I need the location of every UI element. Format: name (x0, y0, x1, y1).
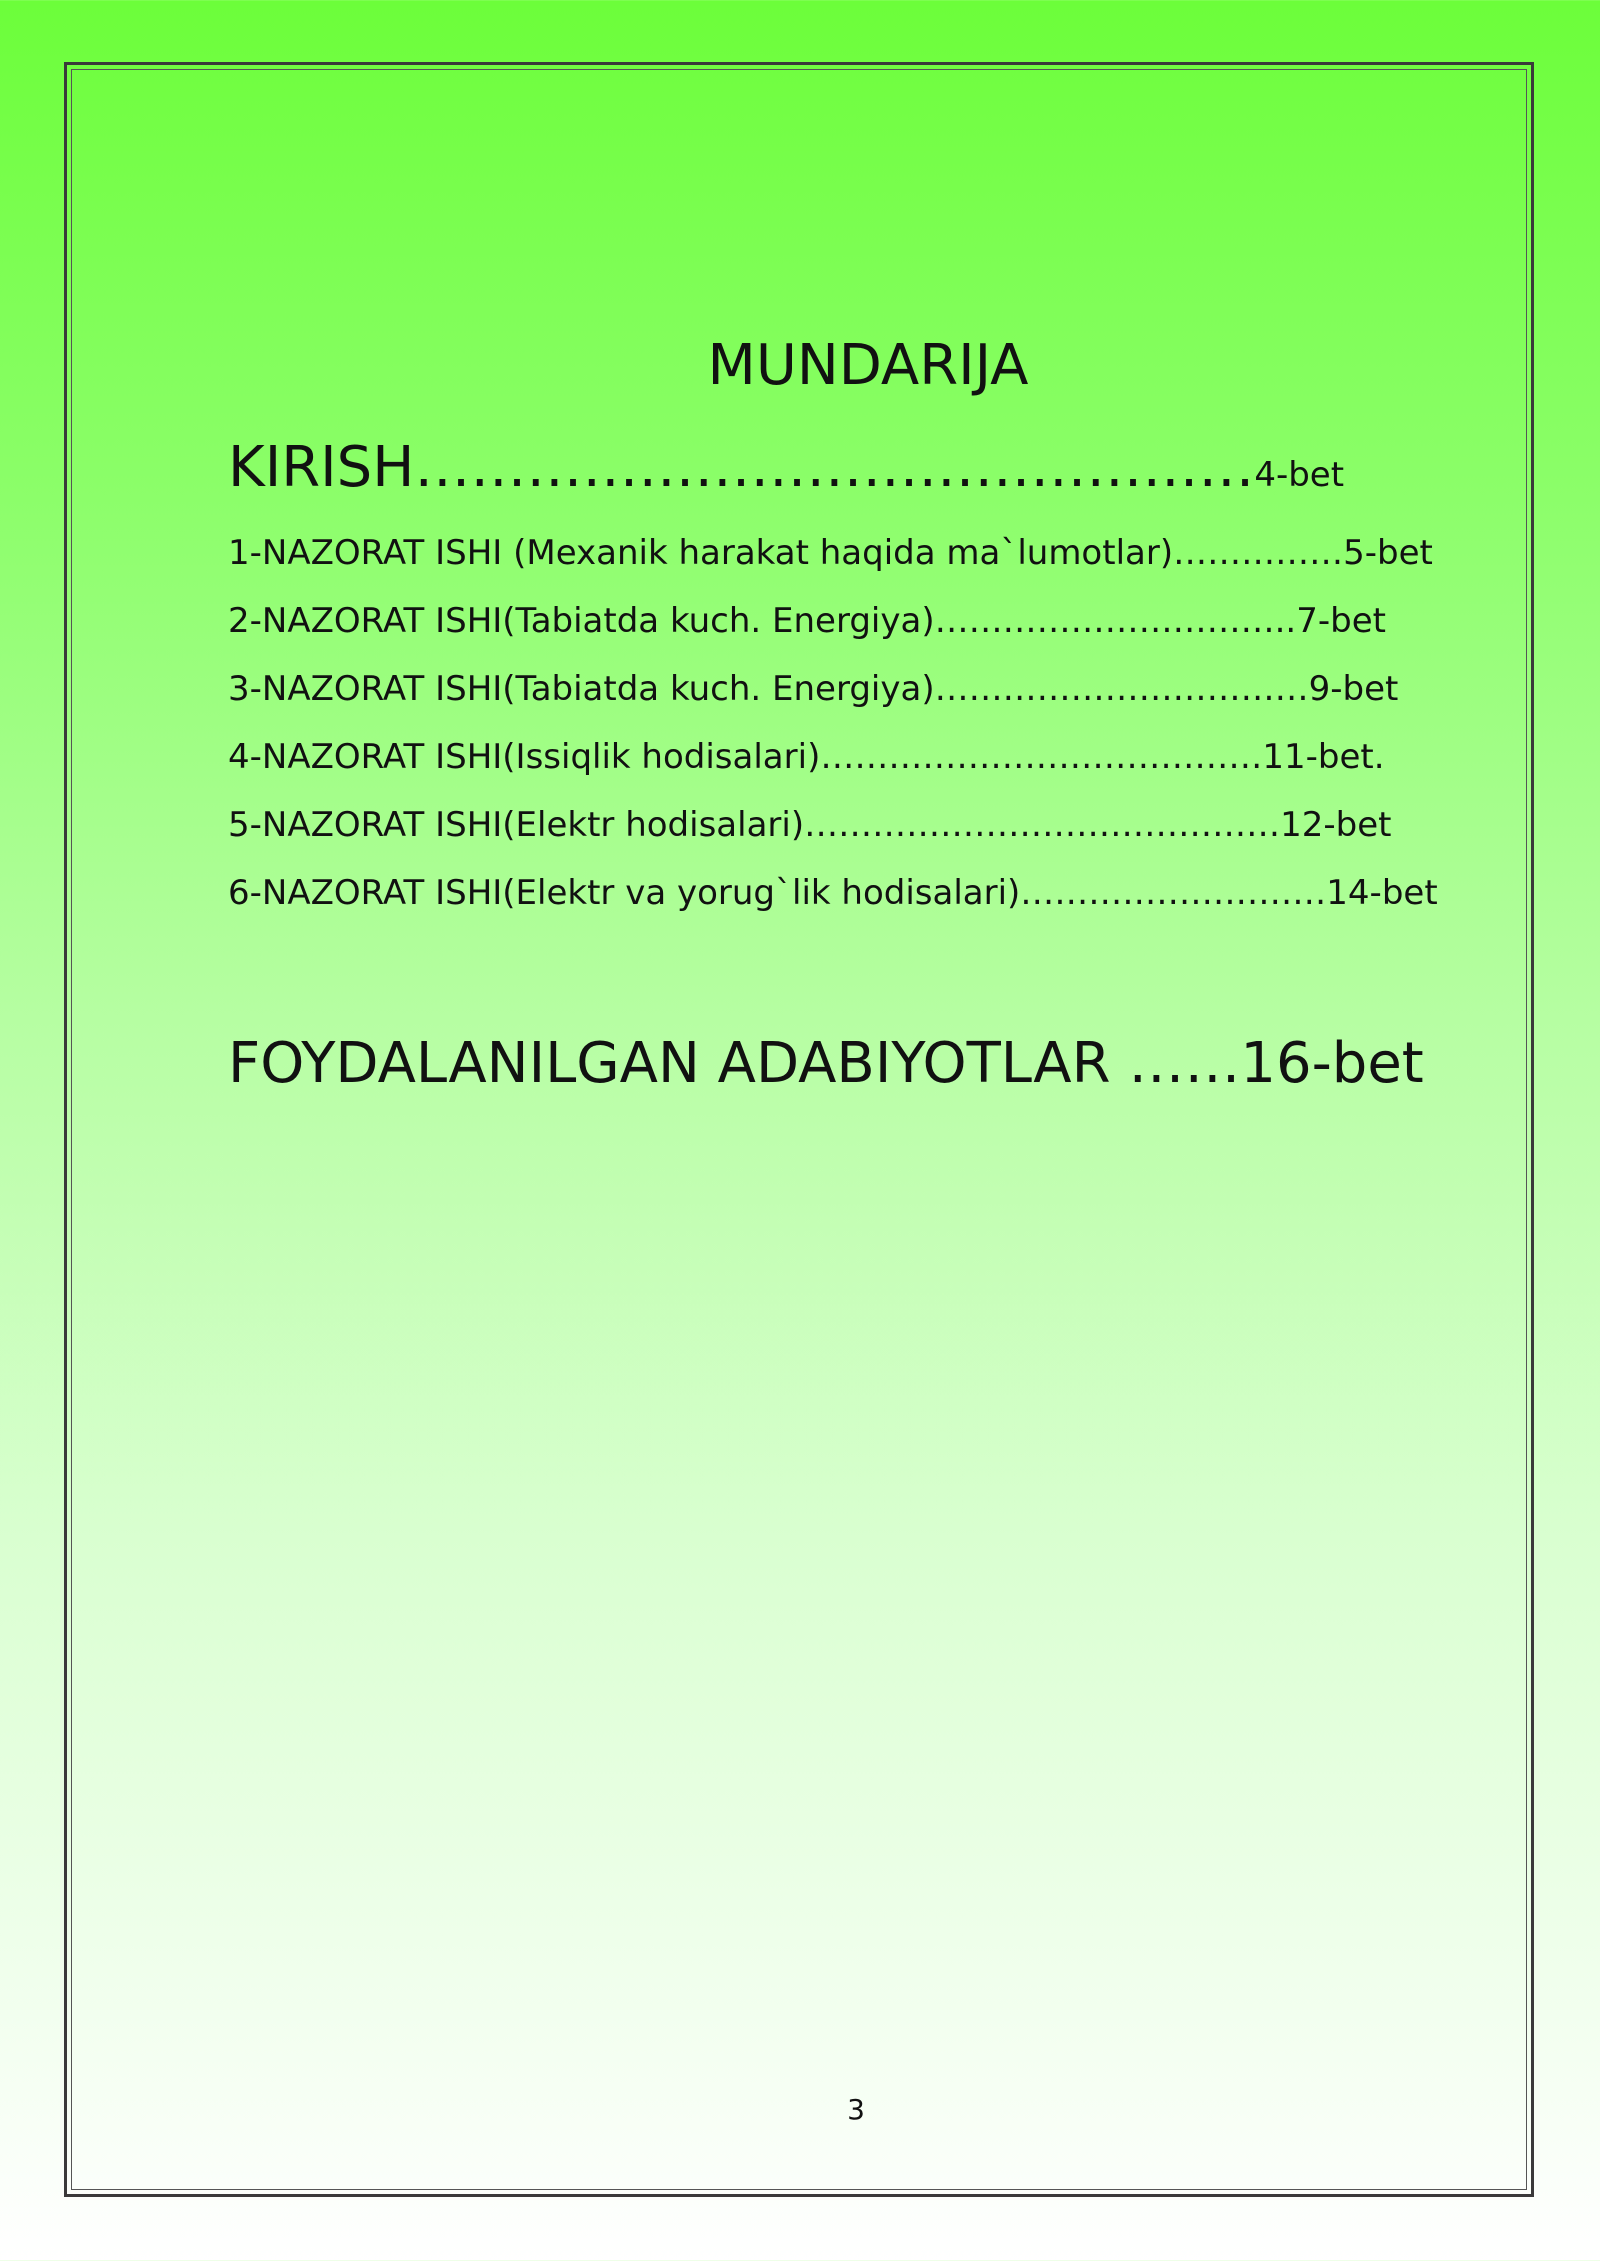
toc-entry-leader: …………………………… (934, 669, 1309, 709)
toc-entry-leader: …………………………………… (804, 805, 1281, 845)
toc-title: MUNDARIJA (707, 333, 1029, 398)
toc-entry-label: 1-NAZORAT ISHI (Mexanik harakat haqida ma`lumotlar) (228, 533, 1174, 573)
toc-entry-label: 5-NAZORAT ISHI(Elektr hodisalari) (228, 805, 805, 845)
toc-entry-label: 6-NAZORAT ISHI(Elektr va yorug`lik hodisalari) (228, 873, 1021, 913)
toc-entry-leader: ……………………… (1020, 873, 1327, 913)
toc-entry-page: 5-bet (1343, 533, 1433, 573)
toc-entry-label: 2-NAZORAT ISHI(Tabiatda kuch. Energiya) (228, 601, 935, 641)
toc-entry-kirish[interactable] (228, 435, 1345, 500)
toc-entry-2[interactable] (228, 601, 1386, 641)
toc-entry-label: 4-NAZORAT ISHI(Issiqlik hodisalari) (228, 737, 821, 777)
toc-entry-3[interactable] (228, 669, 1399, 709)
page-number: 3 (847, 2093, 865, 2126)
toc-entry-leader: …………… (1173, 533, 1344, 573)
toc-entry-page: 7-bet (1296, 601, 1386, 641)
toc-entry-4[interactable] (228, 737, 1385, 777)
toc-entry-leader: ………………………………… (820, 737, 1263, 777)
toc-entry-1[interactable] (228, 533, 1433, 573)
toc-entry-page: 11-bet. (1262, 737, 1385, 777)
toc-entry-leader: …… (1128, 1031, 1241, 1096)
toc-entry-5[interactable] (228, 805, 1392, 845)
toc-entry-page: 12-bet (1280, 805, 1392, 845)
toc-entry-page: 16-bet (1240, 1031, 1424, 1096)
toc-entry-6[interactable] (228, 873, 1438, 913)
toc-entry-page: 14-bet (1326, 873, 1438, 913)
toc-entry-leader: ………………………….. (934, 601, 1297, 641)
toc-entry-label: FOYDALANILGAN ADABIYOTLAR (228, 1031, 1111, 1096)
toc-entry-label: 3-NAZORAT ISHI(Tabiatda kuch. Energiya) (228, 669, 935, 709)
toc-entry-page: 9-bet (1308, 669, 1399, 709)
toc-entry-references[interactable] (228, 1031, 1424, 1096)
toc-entry-label: KIRISH (228, 435, 415, 500)
toc-entry-page: 4-bet (1254, 455, 1345, 495)
toc-entry-leader: ……………………………………… (414, 435, 1255, 500)
